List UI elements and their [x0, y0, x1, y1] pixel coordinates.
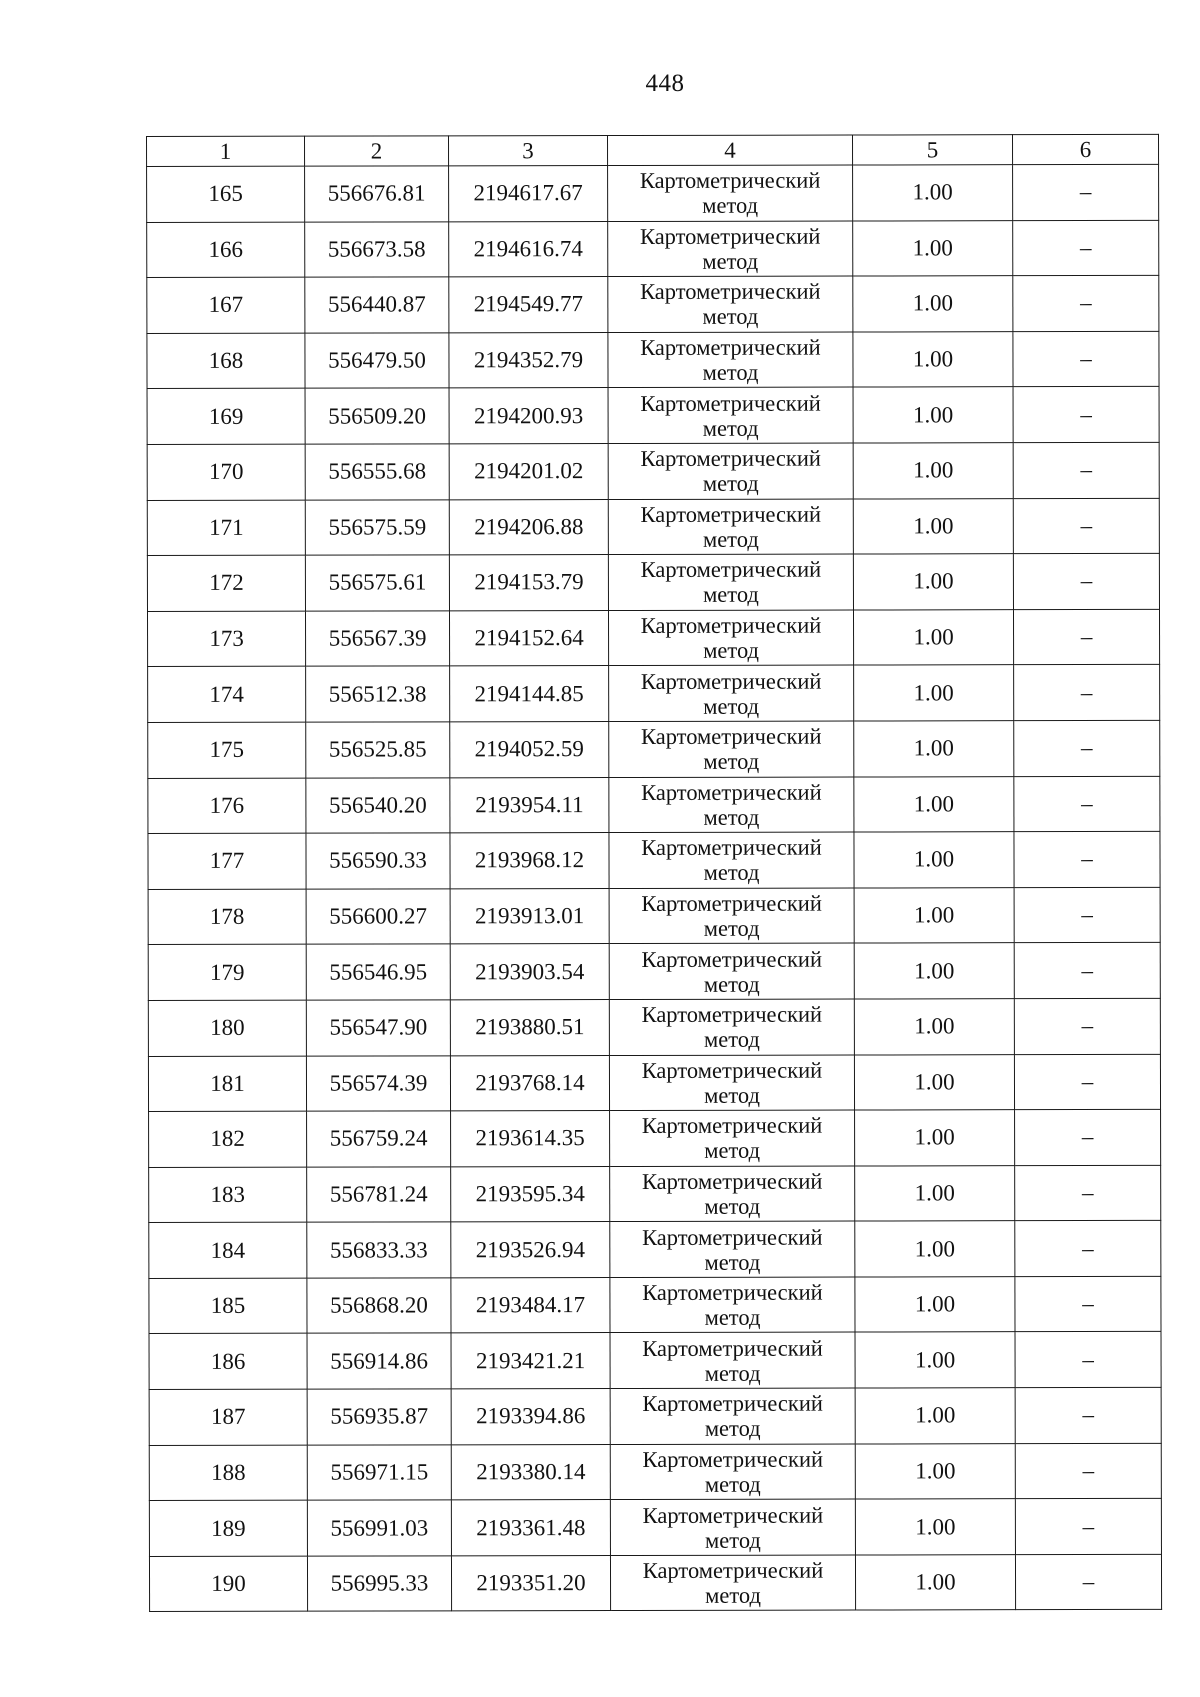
- y-coordinate-cell: 2194617.67: [449, 166, 608, 222]
- precision-cell: 1.00: [853, 554, 1013, 610]
- method-cell: [610, 1166, 855, 1222]
- point-number-cell: 180: [148, 1000, 306, 1056]
- method-cell: [608, 165, 853, 221]
- point-number-cell: 176: [148, 778, 306, 834]
- method-line-1: Картометрический: [641, 946, 823, 972]
- y-coordinate-cell: 2193361.48: [451, 1500, 610, 1556]
- note-cell: –: [1013, 609, 1159, 665]
- y-coordinate-cell: 2193768.14: [450, 1055, 609, 1111]
- y-coordinate-cell: 2194201.02: [449, 444, 608, 500]
- method-cell: [610, 1110, 855, 1166]
- method-cell: [610, 1277, 855, 1333]
- note-cell: –: [1014, 832, 1160, 888]
- table-header: [147, 134, 1159, 166]
- precision-cell: 1.00: [853, 609, 1013, 665]
- method-line-1: Картометрический: [642, 1224, 823, 1250]
- method-cell: [608, 276, 853, 332]
- x-coordinate-cell: 556600.27: [306, 889, 450, 945]
- method-line-1: Картометрический: [639, 223, 821, 249]
- y-coordinate-cell: 2193484.17: [451, 1277, 610, 1333]
- precision-cell: 1.00: [855, 1332, 1015, 1388]
- method-line-2: метод: [704, 1193, 761, 1219]
- method-cell: [609, 943, 854, 999]
- precision-cell: 1.00: [855, 1221, 1015, 1277]
- y-coordinate-cell: 2194206.88: [449, 499, 608, 555]
- precision-cell: 1.00: [855, 1110, 1015, 1166]
- column-header-6: 6: [1012, 134, 1158, 164]
- note-cell: –: [1013, 442, 1159, 498]
- y-coordinate-cell: 2193954.11: [450, 777, 609, 833]
- column-header-2: 2: [305, 136, 449, 166]
- table-row: [149, 1109, 1161, 1167]
- point-number-cell: 188: [149, 1445, 307, 1501]
- x-coordinate-cell: 556479.50: [305, 333, 449, 389]
- method-line-1: Картометрический: [641, 835, 822, 861]
- table-row: [149, 1165, 1161, 1223]
- note-cell: –: [1015, 1276, 1161, 1332]
- method-line-2: метод: [703, 915, 760, 941]
- method-line-2: метод: [702, 304, 759, 330]
- y-coordinate-cell: 2193351.20: [451, 1555, 610, 1611]
- method-line-1: Картометрический: [641, 890, 822, 916]
- note-cell: –: [1014, 720, 1160, 776]
- x-coordinate-cell: 556547.90: [306, 1000, 450, 1056]
- method-cell: [609, 721, 854, 777]
- y-coordinate-cell: 2194352.79: [449, 332, 608, 388]
- method-line-2: метод: [703, 804, 760, 830]
- precision-cell: 1.00: [854, 832, 1014, 888]
- note-cell: –: [1013, 164, 1159, 220]
- method-line-2: метод: [705, 1582, 761, 1608]
- method-line-1: Картометрический: [641, 1168, 823, 1194]
- table-row: [147, 387, 1159, 445]
- point-number-cell: 169: [147, 389, 305, 445]
- table-row: [149, 1554, 1161, 1612]
- table-row: [148, 832, 1160, 890]
- method-line-2: метод: [703, 971, 760, 997]
- x-coordinate-cell: 556868.20: [307, 1278, 451, 1334]
- x-coordinate-cell: 556759.24: [307, 1111, 451, 1167]
- x-coordinate-cell: 556575.59: [305, 499, 449, 555]
- y-coordinate-cell: 2194152.64: [449, 610, 608, 666]
- note-cell: –: [1014, 943, 1160, 999]
- y-coordinate-cell: 2193526.94: [451, 1222, 610, 1278]
- x-coordinate-cell: 556971.15: [307, 1445, 451, 1501]
- x-coordinate-cell: 556914.86: [307, 1333, 451, 1389]
- method-cell: [608, 610, 853, 666]
- table-row: [148, 776, 1160, 834]
- precision-cell: 1.00: [854, 999, 1014, 1055]
- table-row: [147, 331, 1159, 389]
- point-number-cell: 189: [149, 1500, 307, 1556]
- note-cell: –: [1015, 1443, 1161, 1499]
- method-line-1: Картометрический: [642, 1502, 824, 1528]
- table-row: [148, 1054, 1160, 1112]
- y-coordinate-cell: 2194549.77: [449, 277, 608, 333]
- point-number-cell: 183: [149, 1167, 307, 1223]
- precision-cell: 1.00: [854, 776, 1014, 832]
- point-number-cell: 186: [149, 1334, 307, 1390]
- table-row: [149, 1499, 1161, 1557]
- precision-cell: 1.00: [853, 165, 1013, 221]
- note-cell: –: [1013, 220, 1159, 276]
- y-coordinate-cell: 2193903.54: [450, 944, 609, 1000]
- x-coordinate-cell: 556546.95: [306, 944, 450, 1000]
- method-cell: [610, 1388, 855, 1444]
- point-number-cell: 184: [149, 1222, 307, 1278]
- precision-cell: 1.00: [854, 721, 1014, 777]
- point-number-cell: 187: [149, 1389, 307, 1445]
- x-coordinate-cell: 556509.20: [305, 388, 449, 444]
- method-line-1: Картометрический: [640, 445, 821, 472]
- method-line-2: метод: [702, 526, 759, 552]
- table-row: [147, 164, 1159, 222]
- note-cell: –: [1014, 998, 1160, 1054]
- note-cell: –: [1015, 1109, 1161, 1165]
- y-coordinate-cell: 2194052.59: [450, 721, 609, 777]
- y-coordinate-cell: 2193968.12: [450, 833, 609, 889]
- method-line-2: метод: [704, 1416, 761, 1442]
- point-number-cell: 182: [149, 1111, 307, 1167]
- method-line-2: метод: [703, 582, 759, 608]
- table-row: [148, 943, 1160, 1001]
- method-line-2: метод: [704, 1082, 760, 1108]
- method-cell: [609, 888, 854, 944]
- method-cell: [609, 665, 854, 721]
- x-coordinate-cell: 556781.24: [307, 1167, 451, 1223]
- column-header-5: 5: [852, 135, 1012, 165]
- point-number-cell: 174: [148, 667, 306, 723]
- table-row: [148, 887, 1160, 945]
- coordinates-table: [146, 134, 1162, 1613]
- method-line-1: Картометрический: [640, 557, 822, 583]
- note-cell: –: [1014, 887, 1160, 943]
- y-coordinate-cell: 2193421.21: [451, 1333, 610, 1389]
- method-line-1: Картометрический: [640, 612, 822, 639]
- method-line-1: Картометрический: [641, 779, 822, 805]
- method-cell: [610, 1332, 855, 1388]
- point-number-cell: 175: [148, 722, 306, 778]
- table-row: [149, 1276, 1161, 1334]
- point-number-cell: 165: [147, 166, 305, 222]
- method-line-1: Картометрический: [641, 1001, 823, 1028]
- y-coordinate-cell: 2193394.86: [451, 1389, 610, 1445]
- method-line-1: Картометрический: [642, 1390, 823, 1417]
- x-coordinate-cell: 556991.03: [307, 1500, 451, 1556]
- x-coordinate-cell: 556574.39: [306, 1055, 450, 1111]
- x-coordinate-cell: 556995.33: [307, 1556, 451, 1612]
- table-row: [148, 720, 1160, 778]
- point-number-cell: 185: [149, 1278, 307, 1334]
- note-cell: –: [1014, 665, 1160, 721]
- table-row: [147, 498, 1159, 556]
- precision-cell: 1.00: [855, 1165, 1015, 1221]
- precision-cell: 1.00: [853, 498, 1013, 554]
- method-line-1: Картометрический: [642, 1446, 824, 1472]
- table-row: [147, 220, 1159, 278]
- note-cell: –: [1013, 387, 1159, 443]
- y-coordinate-cell: 2193380.14: [451, 1444, 610, 1500]
- precision-cell: 1.00: [853, 331, 1013, 387]
- method-line-1: Картометрический: [639, 167, 821, 194]
- method-line-1: Картометрический: [642, 1557, 824, 1584]
- precision-cell: 1.00: [855, 1499, 1015, 1555]
- y-coordinate-cell: 2193913.01: [450, 888, 609, 944]
- method-cell: [610, 1221, 855, 1277]
- point-number-cell: 167: [147, 277, 305, 333]
- x-coordinate-cell: 556575.61: [305, 555, 449, 611]
- method-cell: [610, 1499, 855, 1555]
- method-cell: [609, 999, 854, 1055]
- y-coordinate-cell: 2194144.85: [450, 666, 609, 722]
- method-cell: [610, 1555, 855, 1611]
- method-cell: [608, 443, 853, 499]
- column-header-3: 3: [449, 136, 608, 166]
- y-coordinate-cell: 2193880.51: [450, 999, 609, 1055]
- column-header-1: 1: [147, 136, 305, 166]
- point-number-cell: 181: [148, 1056, 306, 1112]
- method-line-2: метод: [704, 1304, 761, 1331]
- method-cell: [608, 332, 853, 388]
- point-number-cell: 170: [147, 444, 305, 500]
- method-line-2: метод: [705, 1527, 761, 1553]
- method-line-1: Картометрический: [642, 1279, 823, 1306]
- note-cell: –: [1015, 1165, 1161, 1221]
- method-line-2: метод: [704, 1249, 761, 1275]
- method-line-2: метод: [702, 415, 759, 441]
- method-line-2: метод: [702, 248, 759, 274]
- method-line-1: Картометрический: [641, 1112, 823, 1139]
- method-line-2: метод: [704, 1138, 761, 1164]
- method-line-1: Картометрический: [640, 390, 821, 416]
- page-number: 448: [645, 70, 685, 97]
- table-row: [149, 1332, 1161, 1390]
- method-line-2: метод: [703, 1026, 760, 1053]
- note-cell: –: [1015, 1332, 1161, 1388]
- point-number-cell: 168: [147, 333, 305, 389]
- method-line-2: метод: [703, 693, 760, 719]
- x-coordinate-cell: 556673.58: [305, 221, 449, 277]
- precision-cell: 1.00: [853, 220, 1013, 276]
- table-row: [147, 554, 1159, 612]
- x-coordinate-cell: 556567.39: [305, 611, 449, 667]
- method-line-2: метод: [703, 748, 760, 775]
- method-line-2: метод: [702, 359, 759, 385]
- note-cell: –: [1015, 1221, 1161, 1277]
- method-cell: [608, 554, 853, 610]
- method-line-2: метод: [703, 860, 760, 886]
- method-line-1: Картометрический: [640, 668, 822, 694]
- precision-cell: 1.00: [853, 443, 1013, 499]
- precision-cell: 1.00: [855, 1555, 1015, 1611]
- precision-cell: 1.00: [854, 887, 1014, 943]
- y-coordinate-cell: 2194153.79: [449, 555, 608, 611]
- method-cell: [608, 221, 853, 277]
- table-body: [147, 164, 1162, 1612]
- note-cell: –: [1014, 776, 1160, 832]
- note-cell: –: [1013, 554, 1159, 610]
- table-row: [147, 276, 1159, 334]
- method-line-2: метод: [702, 193, 759, 219]
- method-line-2: метод: [704, 1360, 761, 1386]
- method-cell: [609, 832, 854, 888]
- precision-cell: 1.00: [854, 665, 1014, 721]
- note-cell: –: [1015, 1554, 1161, 1610]
- precision-cell: 1.00: [855, 1277, 1015, 1333]
- y-coordinate-cell: 2194200.93: [449, 388, 608, 444]
- method-cell: [608, 387, 853, 443]
- method-line-1: Картометрический: [640, 334, 821, 361]
- method-line-1: Картометрический: [640, 723, 822, 750]
- y-coordinate-cell: 2193614.35: [451, 1111, 610, 1167]
- note-cell: –: [1015, 1387, 1161, 1443]
- point-number-cell: 179: [148, 944, 306, 1000]
- point-number-cell: 166: [147, 222, 305, 278]
- point-number-cell: 172: [147, 555, 305, 611]
- note-cell: –: [1013, 276, 1159, 332]
- note-cell: –: [1014, 1054, 1160, 1110]
- precision-cell: 1.00: [854, 1054, 1014, 1110]
- x-coordinate-cell: 556935.87: [307, 1389, 451, 1445]
- method-cell: [609, 777, 854, 833]
- table-row: [147, 442, 1159, 500]
- precision-cell: 1.00: [855, 1388, 1015, 1444]
- x-coordinate-cell: 556512.38: [306, 666, 450, 722]
- point-number-cell: 190: [149, 1556, 307, 1612]
- method-line-1: Картометрический: [642, 1335, 823, 1361]
- method-cell: [610, 1444, 855, 1500]
- table-row: [149, 1443, 1161, 1501]
- header-row: [147, 134, 1159, 166]
- precision-cell: 1.00: [854, 943, 1014, 999]
- method-line-2: метод: [702, 470, 759, 497]
- point-number-cell: 173: [147, 611, 305, 667]
- point-number-cell: 171: [147, 500, 305, 556]
- precision-cell: 1.00: [855, 1443, 1015, 1499]
- x-coordinate-cell: 556525.85: [306, 722, 450, 778]
- x-coordinate-cell: 556555.68: [305, 444, 449, 500]
- precision-cell: 1.00: [853, 387, 1013, 443]
- method-cell: [608, 499, 853, 555]
- note-cell: –: [1015, 1499, 1161, 1555]
- point-number-cell: 177: [148, 833, 306, 889]
- method-cell: [609, 1055, 854, 1111]
- method-line-1: Картометрический: [640, 279, 821, 305]
- column-header-4: 4: [608, 135, 853, 166]
- table-row: [148, 998, 1160, 1056]
- method-line-2: метод: [704, 1471, 761, 1497]
- x-coordinate-cell: 556676.81: [305, 166, 449, 222]
- table-row: [149, 1221, 1161, 1279]
- x-coordinate-cell: 556833.33: [307, 1222, 451, 1278]
- x-coordinate-cell: 556440.87: [305, 277, 449, 333]
- x-coordinate-cell: 556540.20: [306, 777, 450, 833]
- point-number-cell: 178: [148, 889, 306, 945]
- y-coordinate-cell: 2194616.74: [449, 221, 608, 277]
- method-line-2: метод: [703, 637, 760, 663]
- table-row: [147, 609, 1159, 667]
- method-line-1: Картометрический: [641, 1057, 823, 1083]
- table-row: [148, 665, 1160, 723]
- x-coordinate-cell: 556590.33: [306, 833, 450, 889]
- y-coordinate-cell: 2193595.34: [451, 1166, 610, 1222]
- note-cell: –: [1013, 331, 1159, 387]
- table-row: [149, 1387, 1161, 1445]
- method-line-1: Картометрический: [640, 501, 822, 527]
- note-cell: –: [1013, 498, 1159, 554]
- precision-cell: 1.00: [853, 276, 1013, 332]
